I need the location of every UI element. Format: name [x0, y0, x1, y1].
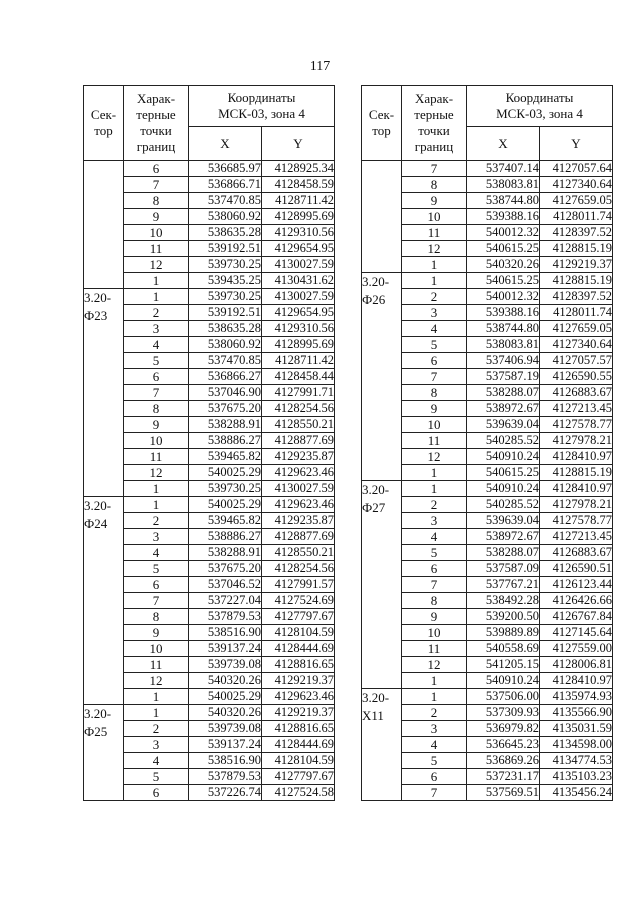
point-number-cell: 1 [402, 689, 467, 705]
x-coordinate-cell: 539435.25 [189, 273, 262, 289]
point-number-cell: 11 [402, 225, 467, 241]
x-coordinate-cell: 537309.93 [467, 705, 540, 721]
x-coordinate-cell: 538744.80 [467, 193, 540, 209]
point-number-cell: 12 [402, 241, 467, 257]
x-coordinate-cell: 539200.50 [467, 609, 540, 625]
sector-cell: 3.20- Ф26 [362, 273, 402, 481]
x-coordinate-cell: 539730.25 [189, 257, 262, 273]
y-coordinate-cell: 4126883.67 [540, 385, 613, 401]
x-coordinate-cell: 537046.90 [189, 385, 262, 401]
y-coordinate-cell: 4128011.74 [540, 209, 613, 225]
header-sector: Сек- тор [362, 86, 402, 161]
x-coordinate-cell: 536866.27 [189, 369, 262, 385]
point-number-cell: 5 [402, 753, 467, 769]
point-number-cell: 12 [124, 257, 189, 273]
x-coordinate-cell: 536869.26 [467, 753, 540, 769]
sector-cell: 3.20- Ф27 [362, 481, 402, 689]
y-coordinate-cell: 4127797.67 [262, 609, 335, 625]
point-number-cell: 10 [124, 225, 189, 241]
point-number-cell: 1 [402, 481, 467, 497]
point-number-cell: 3 [402, 305, 467, 321]
x-coordinate-cell: 537506.00 [467, 689, 540, 705]
point-number-cell: 6 [124, 161, 189, 177]
x-coordinate-cell: 539889.89 [467, 625, 540, 641]
y-coordinate-cell: 4126123.44 [540, 577, 613, 593]
y-coordinate-cell: 4130431.62 [262, 273, 335, 289]
table-row [362, 689, 613, 705]
x-coordinate-cell: 537569.51 [467, 785, 540, 801]
x-coordinate-cell: 538516.90 [189, 753, 262, 769]
point-number-cell: 12 [124, 465, 189, 481]
x-coordinate-cell: 537767.21 [467, 577, 540, 593]
header-x: X [467, 127, 540, 161]
point-number-cell: 7 [124, 593, 189, 609]
x-coordinate-cell: 540025.29 [189, 465, 262, 481]
y-coordinate-cell: 4128254.56 [262, 401, 335, 417]
table-row [362, 161, 613, 177]
sector-cell: 3.20- Х11 [362, 689, 402, 801]
x-coordinate-cell: 538516.90 [189, 625, 262, 641]
y-coordinate-cell: 4128995.69 [262, 337, 335, 353]
point-number-cell: 1 [124, 497, 189, 513]
y-coordinate-cell: 4126590.51 [540, 561, 613, 577]
sector-cell: 3.20- Ф24 [84, 497, 124, 705]
point-number-cell: 3 [124, 321, 189, 337]
point-number-cell: 2 [124, 305, 189, 321]
y-coordinate-cell: 4127978.21 [540, 433, 613, 449]
y-coordinate-cell: 4129310.56 [262, 321, 335, 337]
x-coordinate-cell: 538083.81 [467, 337, 540, 353]
point-number-cell: 12 [402, 657, 467, 673]
x-coordinate-cell: 540615.25 [467, 465, 540, 481]
point-number-cell: 6 [124, 577, 189, 593]
table-row [84, 289, 335, 305]
sector-cell: 3.20- Ф23 [84, 289, 124, 497]
x-coordinate-cell: 540615.25 [467, 241, 540, 257]
header-characteristic-points: Харак- терные точки границ [124, 86, 189, 161]
x-coordinate-cell: 540558.69 [467, 641, 540, 657]
point-number-cell: 8 [402, 385, 467, 401]
point-number-cell: 8 [402, 177, 467, 193]
x-coordinate-cell: 539137.24 [189, 641, 262, 657]
table-row [84, 497, 335, 513]
x-coordinate-cell: 537675.20 [189, 561, 262, 577]
point-number-cell: 7 [124, 385, 189, 401]
point-number-cell: 4 [402, 737, 467, 753]
x-coordinate-cell: 539639.04 [467, 513, 540, 529]
x-coordinate-cell: 540025.29 [189, 497, 262, 513]
x-coordinate-cell: 538288.91 [189, 545, 262, 561]
point-number-cell: 8 [124, 193, 189, 209]
y-coordinate-cell: 4130027.59 [262, 257, 335, 273]
y-coordinate-cell: 4129623.46 [262, 465, 335, 481]
y-coordinate-cell: 4128011.74 [540, 305, 613, 321]
point-number-cell: 9 [402, 609, 467, 625]
point-number-cell: 7 [402, 161, 467, 177]
y-coordinate-cell: 4128104.59 [262, 625, 335, 641]
point-number-cell: 9 [402, 401, 467, 417]
x-coordinate-cell: 537407.14 [467, 161, 540, 177]
point-number-cell: 3 [124, 529, 189, 545]
x-coordinate-cell: 536979.82 [467, 721, 540, 737]
x-coordinate-cell: 539465.82 [189, 513, 262, 529]
point-number-cell: 3 [402, 721, 467, 737]
point-number-cell: 2 [124, 513, 189, 529]
y-coordinate-cell: 4127659.05 [540, 193, 613, 209]
point-number-cell: 6 [402, 353, 467, 369]
coordinates-table-left [83, 85, 335, 801]
x-coordinate-cell: 540012.32 [467, 225, 540, 241]
point-number-cell: 4 [124, 545, 189, 561]
y-coordinate-cell: 4128711.42 [262, 353, 335, 369]
point-number-cell: 1 [124, 689, 189, 705]
point-number-cell: 6 [124, 785, 189, 801]
point-number-cell: 1 [124, 481, 189, 497]
point-number-cell: 1 [124, 273, 189, 289]
point-number-cell: 5 [124, 353, 189, 369]
header-sector: Сек- тор [84, 86, 124, 161]
point-number-cell: 2 [402, 705, 467, 721]
y-coordinate-cell: 4128410.97 [540, 481, 613, 497]
x-coordinate-cell: 538060.92 [189, 337, 262, 353]
page-number: 117 [309, 59, 331, 74]
y-coordinate-cell: 4129219.37 [540, 257, 613, 273]
y-coordinate-cell: 4135031.59 [540, 721, 613, 737]
x-coordinate-cell: 540285.52 [467, 497, 540, 513]
point-number-cell: 3 [124, 737, 189, 753]
x-coordinate-cell: 537470.85 [189, 193, 262, 209]
table-body-right [362, 161, 613, 801]
point-number-cell: 2 [402, 497, 467, 513]
header-x: X [189, 127, 262, 161]
y-coordinate-cell: 4128925.34 [262, 161, 335, 177]
x-coordinate-cell: 540615.25 [467, 273, 540, 289]
point-number-cell: 12 [402, 449, 467, 465]
y-coordinate-cell: 4135974.93 [540, 689, 613, 705]
y-coordinate-cell: 4129310.56 [262, 225, 335, 241]
y-coordinate-cell: 4128816.65 [262, 721, 335, 737]
y-coordinate-cell: 4135456.24 [540, 785, 613, 801]
point-number-cell: 1 [402, 273, 467, 289]
x-coordinate-cell: 538288.07 [467, 545, 540, 561]
y-coordinate-cell: 4128995.69 [262, 209, 335, 225]
y-coordinate-cell: 4127057.64 [540, 161, 613, 177]
point-number-cell: 5 [402, 337, 467, 353]
point-number-cell: 2 [124, 721, 189, 737]
point-number-cell: 11 [124, 657, 189, 673]
point-number-cell: 1 [402, 465, 467, 481]
y-coordinate-cell: 4127578.77 [540, 513, 613, 529]
x-coordinate-cell: 540910.24 [467, 481, 540, 497]
x-coordinate-cell: 538886.27 [189, 529, 262, 545]
point-number-cell: 5 [402, 545, 467, 561]
table-row [362, 481, 613, 497]
y-coordinate-cell: 4126590.55 [540, 369, 613, 385]
point-number-cell: 1 [124, 289, 189, 305]
point-number-cell: 10 [124, 433, 189, 449]
x-coordinate-cell: 539639.04 [467, 417, 540, 433]
point-number-cell: 6 [402, 561, 467, 577]
y-coordinate-cell: 4127213.45 [540, 401, 613, 417]
y-coordinate-cell: 4126883.67 [540, 545, 613, 561]
y-coordinate-cell: 4134774.53 [540, 753, 613, 769]
y-coordinate-cell: 4127659.05 [540, 321, 613, 337]
y-coordinate-cell: 4127978.21 [540, 497, 613, 513]
x-coordinate-cell: 537879.53 [189, 609, 262, 625]
y-coordinate-cell: 4127524.69 [262, 593, 335, 609]
sector-cell [362, 161, 402, 273]
point-number-cell: 3 [402, 513, 467, 529]
point-number-cell: 9 [402, 193, 467, 209]
y-coordinate-cell: 4128006.81 [540, 657, 613, 673]
x-coordinate-cell: 538288.91 [189, 417, 262, 433]
y-coordinate-cell: 4127145.64 [540, 625, 613, 641]
point-number-cell: 7 [124, 177, 189, 193]
y-coordinate-cell: 4129623.46 [262, 497, 335, 513]
x-coordinate-cell: 537046.52 [189, 577, 262, 593]
x-coordinate-cell: 538288.07 [467, 385, 540, 401]
y-coordinate-cell: 4127057.57 [540, 353, 613, 369]
y-coordinate-cell: 4127213.45 [540, 529, 613, 545]
x-coordinate-cell: 538060.92 [189, 209, 262, 225]
y-coordinate-cell: 4128444.69 [262, 737, 335, 753]
y-coordinate-cell: 4128254.56 [262, 561, 335, 577]
y-coordinate-cell: 4128410.97 [540, 673, 613, 689]
y-coordinate-cell: 4129654.95 [262, 241, 335, 257]
x-coordinate-cell: 538744.80 [467, 321, 540, 337]
y-coordinate-cell: 4127578.77 [540, 417, 613, 433]
x-coordinate-cell: 536866.71 [189, 177, 262, 193]
y-coordinate-cell: 4126767.84 [540, 609, 613, 625]
point-number-cell: 9 [124, 625, 189, 641]
x-coordinate-cell: 537470.85 [189, 353, 262, 369]
table-row [362, 273, 613, 289]
y-coordinate-cell: 4128397.52 [540, 289, 613, 305]
x-coordinate-cell: 540320.26 [467, 257, 540, 273]
y-coordinate-cell: 4128815.19 [540, 241, 613, 257]
x-coordinate-cell: 537675.20 [189, 401, 262, 417]
x-coordinate-cell: 538492.28 [467, 593, 540, 609]
point-number-cell: 11 [402, 641, 467, 657]
x-coordinate-cell: 540320.26 [189, 673, 262, 689]
point-number-cell: 6 [124, 369, 189, 385]
y-coordinate-cell: 4128815.19 [540, 465, 613, 481]
y-coordinate-cell: 4128550.21 [262, 417, 335, 433]
point-number-cell: 10 [402, 625, 467, 641]
y-coordinate-cell: 4127991.57 [262, 577, 335, 593]
point-number-cell: 8 [124, 609, 189, 625]
point-number-cell: 1 [402, 673, 467, 689]
point-number-cell: 4 [402, 321, 467, 337]
y-coordinate-cell: 4129654.95 [262, 305, 335, 321]
point-number-cell: 1 [124, 705, 189, 721]
x-coordinate-cell: 537587.09 [467, 561, 540, 577]
x-coordinate-cell: 539192.51 [189, 305, 262, 321]
sector-cell: 3.20- Ф25 [84, 705, 124, 801]
x-coordinate-cell: 539730.25 [189, 481, 262, 497]
y-coordinate-cell: 4134598.00 [540, 737, 613, 753]
y-coordinate-cell: 4129219.37 [262, 705, 335, 721]
y-coordinate-cell: 4127797.67 [262, 769, 335, 785]
y-coordinate-cell: 4128458.44 [262, 369, 335, 385]
point-number-cell: 7 [402, 369, 467, 385]
x-coordinate-cell: 540910.24 [467, 449, 540, 465]
y-coordinate-cell: 4129219.37 [262, 673, 335, 689]
x-coordinate-cell: 538886.27 [189, 433, 262, 449]
x-coordinate-cell: 537231.17 [467, 769, 540, 785]
x-coordinate-cell: 537879.53 [189, 769, 262, 785]
x-coordinate-cell: 540320.26 [189, 705, 262, 721]
x-coordinate-cell: 538972.67 [467, 401, 540, 417]
point-number-cell: 11 [402, 433, 467, 449]
point-number-cell: 11 [124, 241, 189, 257]
y-coordinate-cell: 4127991.71 [262, 385, 335, 401]
y-coordinate-cell: 4128458.59 [262, 177, 335, 193]
point-number-cell: 6 [402, 769, 467, 785]
x-coordinate-cell: 539739.08 [189, 721, 262, 737]
point-number-cell: 7 [402, 577, 467, 593]
point-number-cell: 2 [402, 289, 467, 305]
x-coordinate-cell: 539465.82 [189, 449, 262, 465]
x-coordinate-cell: 537406.94 [467, 353, 540, 369]
y-coordinate-cell: 4128877.69 [262, 529, 335, 545]
y-coordinate-cell: 4128410.97 [540, 449, 613, 465]
point-number-cell: 4 [124, 753, 189, 769]
x-coordinate-cell: 540285.52 [467, 433, 540, 449]
x-coordinate-cell: 538635.28 [189, 321, 262, 337]
header-characteristic-points: Харак- терные точки границ [402, 86, 467, 161]
y-coordinate-cell: 4130027.59 [262, 289, 335, 305]
x-coordinate-cell: 537587.19 [467, 369, 540, 385]
y-coordinate-cell: 4135103.23 [540, 769, 613, 785]
x-coordinate-cell: 540025.29 [189, 689, 262, 705]
x-coordinate-cell: 538972.67 [467, 529, 540, 545]
point-number-cell: 4 [124, 337, 189, 353]
table-row [84, 705, 335, 721]
point-number-cell: 10 [402, 209, 467, 225]
point-number-cell: 9 [124, 417, 189, 433]
point-number-cell: 9 [124, 209, 189, 225]
y-coordinate-cell: 4128815.19 [540, 273, 613, 289]
y-coordinate-cell: 4129235.87 [262, 513, 335, 529]
point-number-cell: 8 [402, 593, 467, 609]
y-coordinate-cell: 4128877.69 [262, 433, 335, 449]
y-coordinate-cell: 4128550.21 [262, 545, 335, 561]
y-coordinate-cell: 4129623.46 [262, 689, 335, 705]
y-coordinate-cell: 4127559.00 [540, 641, 613, 657]
table-row [84, 161, 335, 177]
x-coordinate-cell: 537226.74 [189, 785, 262, 801]
point-number-cell: 10 [124, 641, 189, 657]
x-coordinate-cell: 538083.81 [467, 177, 540, 193]
x-coordinate-cell: 536685.97 [189, 161, 262, 177]
point-number-cell: 8 [124, 401, 189, 417]
table-body-left [84, 161, 335, 801]
header-coordinates: Координаты МСК-03, зона 4 [189, 86, 335, 127]
x-coordinate-cell: 541205.15 [467, 657, 540, 673]
x-coordinate-cell: 539388.16 [467, 305, 540, 321]
coordinates-table-right [361, 85, 613, 801]
header-coordinates: Координаты МСК-03, зона 4 [467, 86, 613, 127]
sector-cell [84, 161, 124, 289]
x-coordinate-cell: 539137.24 [189, 737, 262, 753]
x-coordinate-cell: 536645.23 [467, 737, 540, 753]
y-coordinate-cell: 4127524.58 [262, 785, 335, 801]
y-coordinate-cell: 4128397.52 [540, 225, 613, 241]
header-y: Y [262, 127, 335, 161]
point-number-cell: 12 [124, 673, 189, 689]
y-coordinate-cell: 4128444.69 [262, 641, 335, 657]
y-coordinate-cell: 4129235.87 [262, 449, 335, 465]
y-coordinate-cell: 4126426.66 [540, 593, 613, 609]
y-coordinate-cell: 4135566.90 [540, 705, 613, 721]
x-coordinate-cell: 539388.16 [467, 209, 540, 225]
point-number-cell: 11 [124, 449, 189, 465]
x-coordinate-cell: 539730.25 [189, 289, 262, 305]
point-number-cell: 5 [124, 561, 189, 577]
x-coordinate-cell: 539739.08 [189, 657, 262, 673]
x-coordinate-cell: 539192.51 [189, 241, 262, 257]
x-coordinate-cell: 538635.28 [189, 225, 262, 241]
y-coordinate-cell: 4127340.64 [540, 337, 613, 353]
point-number-cell: 4 [402, 529, 467, 545]
header-y: Y [540, 127, 613, 161]
point-number-cell: 1 [402, 257, 467, 273]
point-number-cell: 10 [402, 417, 467, 433]
x-coordinate-cell: 540012.32 [467, 289, 540, 305]
point-number-cell: 7 [402, 785, 467, 801]
y-coordinate-cell: 4130027.59 [262, 481, 335, 497]
point-number-cell: 5 [124, 769, 189, 785]
y-coordinate-cell: 4128104.59 [262, 753, 335, 769]
x-coordinate-cell: 540910.24 [467, 673, 540, 689]
y-coordinate-cell: 4128816.65 [262, 657, 335, 673]
x-coordinate-cell: 537227.04 [189, 593, 262, 609]
y-coordinate-cell: 4128711.42 [262, 193, 335, 209]
y-coordinate-cell: 4127340.64 [540, 177, 613, 193]
